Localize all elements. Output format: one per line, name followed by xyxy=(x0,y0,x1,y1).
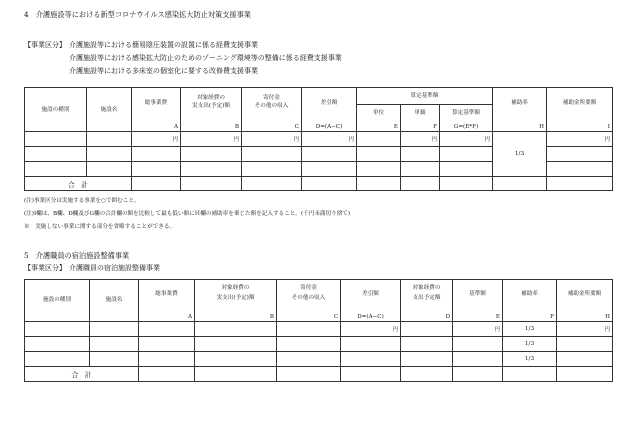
header-total-cost: 総事業費 A xyxy=(132,88,181,132)
header-target-expense-planned: 対象経費の 支出予定額 D xyxy=(401,280,453,322)
table-row xyxy=(25,132,613,147)
rate-cell: 1/3 xyxy=(493,132,547,177)
section-5-title: 5 介護職員の宿泊施設整備事業 xyxy=(24,251,130,260)
header-donation: 寄付金 その他の収入 C xyxy=(277,280,341,322)
header-subsidy: 補助金所要額 I xyxy=(547,88,613,132)
header-facility-type: 施設の種別 xyxy=(25,88,87,132)
total-row-label: 合 計 xyxy=(25,367,139,382)
header-unit-price: 単価 F xyxy=(401,105,440,132)
table-row xyxy=(25,337,613,352)
header-standard: 基準額 E xyxy=(453,280,503,322)
header-total-cost: 総事業費 A xyxy=(139,280,195,322)
header-target-expense: 対象経費の 実支出(予定)額 B xyxy=(181,88,242,132)
header-facility-type: 施設の種別 xyxy=(25,280,90,322)
unit-price-cell[interactable]: 円 xyxy=(401,132,440,147)
section-4-table xyxy=(24,87,613,191)
rate-cell: 1/3 xyxy=(503,337,557,352)
rate-cell: 1/3 xyxy=(503,352,557,367)
total-row xyxy=(25,367,613,382)
facility-type-cell[interactable] xyxy=(25,322,90,337)
section-5-category: 介護職員の宿泊施設整備事業 xyxy=(69,264,160,272)
difference-cell[interactable]: 円 xyxy=(341,322,401,337)
header-target-expense: 対象経費の 実支出(予定)額 B xyxy=(195,280,277,322)
facility-type-cell[interactable] xyxy=(25,132,87,147)
section-4-category-2: 介護施設等における感染拡大防止のためのゾーニング環境等の整備に係る経費支援事業 xyxy=(69,54,342,62)
header-facility-name: 施設名 xyxy=(90,280,139,322)
difference-cell[interactable]: 円 xyxy=(302,132,357,147)
header-rate: 補助率 H xyxy=(493,88,547,132)
header-standard-group: 算定基準額 xyxy=(357,88,493,105)
header-donation: 寄付金 その他の収入 C xyxy=(242,88,302,132)
section-4-category-label: 【事業区分】 xyxy=(24,41,66,49)
subsidy-cell[interactable]: 円 xyxy=(557,322,613,337)
header-standard-amount: 算定基準額 G=(E*F) xyxy=(440,105,493,132)
target-expense-cell[interactable]: 円 xyxy=(181,132,242,147)
section-4-note-2: (注)Ⅰ欄は、B欄、D欄及びG欄の合計欄の額を比較して最も低い額にＨ欄の補助率を乗じた額を記入すること。(千円未満切り捨て) xyxy=(24,211,351,217)
section-4-note-1: (注)事業区分は実施する事業を○で囲むこと。 xyxy=(24,198,140,204)
section-4-note-3: ※ 実施しない事業に関する部分を省略することができる。 xyxy=(24,224,176,230)
facility-name-cell[interactable] xyxy=(87,132,132,147)
header-subsidy: 補助金所要額 H xyxy=(557,280,613,322)
section-5-category-label: 【事業区分】 xyxy=(24,264,66,272)
standard-cell[interactable]: 円 xyxy=(453,322,503,337)
section-4-title: 4 介護施設等における新型コロナウイルス感染拡大防止対策支援事業 xyxy=(24,10,251,19)
facility-name-cell[interactable] xyxy=(90,322,139,337)
rate-cell: 1/3 xyxy=(503,322,557,337)
table-row xyxy=(25,352,613,367)
header-rate: 補助率 F xyxy=(503,280,557,322)
header-difference: 差引額 D=(A−C) xyxy=(341,280,401,322)
table-row xyxy=(25,322,613,337)
subsidy-cell[interactable]: 円 xyxy=(547,132,613,147)
standard-amount-cell[interactable]: 円 xyxy=(440,132,493,147)
unit-cell[interactable] xyxy=(357,132,401,147)
header-unit: 単位 E xyxy=(357,105,401,132)
section-4-category-3: 介護施設等における多床室の個室化に要する改修費支援事業 xyxy=(69,67,258,75)
total-cost-cell[interactable]: 円 xyxy=(132,132,181,147)
section-4-category-1: 介護施設等における簡易陰圧装置の設置に係る経費支援事業 xyxy=(69,41,258,49)
donation-cell[interactable]: 円 xyxy=(242,132,302,147)
section-5-table xyxy=(24,279,613,382)
header-facility-name: 施設名 xyxy=(87,88,132,132)
total-row-label: 合 計 xyxy=(25,177,132,191)
header-difference: 差引額 D=(A−C) xyxy=(302,88,357,132)
total-row xyxy=(25,177,613,191)
